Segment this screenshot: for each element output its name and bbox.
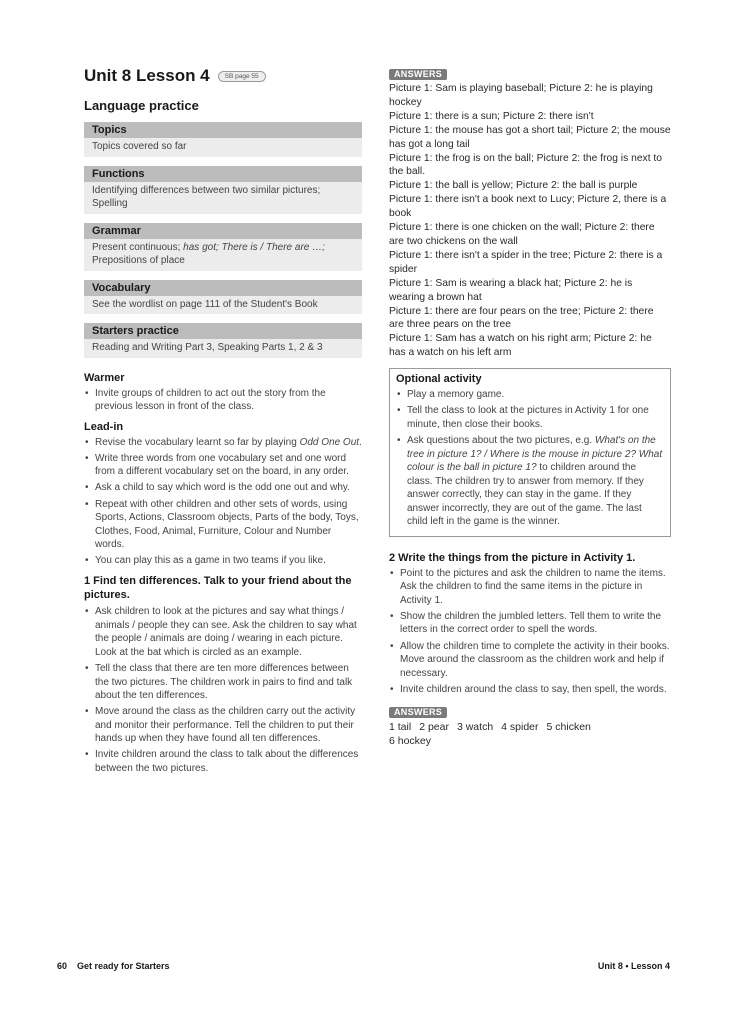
answer-line: Picture 1: Sam has a watch on his right arm; Picture 2: he has a watch on his left arm [389,333,652,359]
text-run: to children around the class. The children try to answer from memory. If they answer correctly, they can stay in the game. If they answer incorrectly, they are out of the game. The last child left in the game is the winner. [407,462,644,528]
box-body [84,239,362,271]
answer-item: 2 pear [419,721,449,734]
italic-text: Odd One Out [299,436,360,448]
list-item: • Play a memory game. [396,388,664,402]
optional-activity-heading: Optional activity [396,373,482,386]
answers-tag: ANSWERS [389,69,447,80]
footer-right: Unit 8 • Lesson 4 [597,961,670,971]
warmer-section [84,371,362,414]
list-item: • Write three words from one vocabulary set and one word from a different vocabulary set on the board, in any order. [84,452,362,479]
activity2-heading: 2 Write the things from the picture in Activity 1. [389,551,636,564]
answer-line: Picture 1: the mouse has got a short tail; Picture 2; the mouse has got a long tail [389,124,671,150]
answer-line: Picture 1: the frog is on the ball; Picture 2: the frog is next to the ball. [389,152,663,178]
section-heading: Language practice [84,98,199,113]
title-row [84,64,362,88]
activity1-section [84,574,362,776]
answers-tag: ANSWERS [389,707,447,718]
text-run: . [359,436,362,448]
right-column [389,64,671,748]
list-item: • Point to the pictures and ask the children to name the items. Ask the children to find the same items in the picture in Activity 1. [389,567,671,608]
list-item: • Repeat with other children and other sets of words, using Sports, Actions, Classroom objects, Parts of the body, Toys, Clothes, Food, Animal, Furniture, Colour and Number words. [84,498,362,552]
answer-line: Picture 1: there isn't a book next to Lucy; Picture 2, there is a book [389,194,667,220]
list-item: • Allow the children time to complete the activity in their books. Move around the classroom as the children work and help if necessary. [389,640,671,681]
list-item: • Tell the class to look at the pictures in Activity 1 for one minute, then close their books. [396,404,664,431]
leadin-heading: Lead-in [84,420,124,433]
box-heading: Topics [84,122,362,138]
sb-page-badge: SB page 55 [218,71,266,82]
answers2-section [389,702,671,748]
answer-line: Picture 1: Sam is wearing a black hat; Picture 2: he is wearing a brown hat [389,277,633,303]
leadin-section [84,420,362,568]
box-body: See the wordlist on page 111 of the Student's Book [84,296,362,315]
box-heading: Functions [84,166,362,182]
list-item: • Invite children around the class to talk about the differences between the two pictures. [84,748,362,775]
answers-list [389,82,671,360]
box-body: Identifying differences between two similar pictures; Spelling [84,182,362,214]
answer-item: 6 hockey [389,735,432,748]
activity2-section [389,551,671,697]
list-item [84,436,362,450]
answer-line: Picture 1: Sam is playing baseball; Picture 2: he is playing hockey [389,83,653,108]
page-number: 60 [57,961,68,971]
starters-practice-box [84,323,362,358]
answers2-list [389,720,671,748]
answer-item: 4 spider [501,721,539,734]
text-run: Ask questions about the two pictures, e.g. [407,434,595,446]
answer-line: Picture 1: the ball is yellow; Picture 2: the ball is purple [389,180,638,192]
box-heading: Grammar [84,223,362,239]
answer-item: 1 tail [389,721,412,734]
answer-item: 3 watch [456,721,494,734]
footer-left [57,961,170,971]
activity1-heading: 1 Find ten differences. Talk to your friend about the pictures. [84,575,352,602]
grammar-box [84,223,362,271]
list-item [396,434,664,529]
text-run: Prepositions of place [92,255,185,266]
list-item: • Ask a child to say which word is the odd one out and why. [84,481,362,495]
list-item: • Tell the class that there are ten more differences between the two pictures. The children work in pairs to find and talk about the ten differences. [84,662,362,703]
box-body: Reading and Writing Part 3, Speaking Parts 1, 2 & 3 [84,339,362,358]
list-item: • Move around the class as the children carry out the activity and monitor their performance. Tell the children to put their hands up when they have found all ten differences. [84,705,362,746]
optional-activity-box [389,368,671,536]
box-heading: Vocabulary [84,280,362,296]
answer-line: Picture 1: there is a sun; Picture 2: there isn't [389,110,594,122]
list-item: • Invite children around the class to say, then spell, the words. [389,683,671,697]
text-run: Revise the vocabulary learnt so far by playing [95,436,300,448]
text-run: Present continuous; [92,241,184,253]
left-column [84,64,362,778]
page-title: Unit 8 Lesson 4 [84,66,210,85]
book-title: Get ready for Starters [77,961,170,971]
box-body: Topics covered so far [84,138,362,157]
box-heading: Starters practice [84,323,362,339]
list-item: • Invite groups of children to act out the story from the previous lesson in front of the class. [84,387,362,414]
warmer-heading: Warmer [84,371,125,384]
list-item: • Show the children the jumbled letters. Tell them to write the letters in the correct order to spell the words. [389,610,671,637]
list-item: • Ask children to look at the pictures and say what things / animals / people they can see. Ask the children to say what the people / animals are doing / wearing in each picture. Look at the bat which is circled as an example. [84,605,362,659]
answer-line: Picture 1: there are four pears on the tree; Picture 2: there are three pears on the tree [389,305,654,331]
topics-box [84,122,362,157]
list-item: • You can play this as a game in two teams if you like. [84,554,362,568]
italic-text: has got; There is / There are …; [183,241,325,253]
answer-line: Picture 1: there is one chicken on the wall; Picture 2: there are two chickens on the wall [389,222,655,247]
answer-line: Picture 1: there isn't a spider in the tree; Picture 2: there is a spider [389,249,663,275]
answer-item: 5 chicken [546,721,591,734]
vocabulary-box [84,280,362,315]
functions-box [84,166,362,214]
italic-text: What's on the tree in picture 1? / Where is the mouse in picture 2? What colour is the ball in picture 1? [407,434,663,474]
